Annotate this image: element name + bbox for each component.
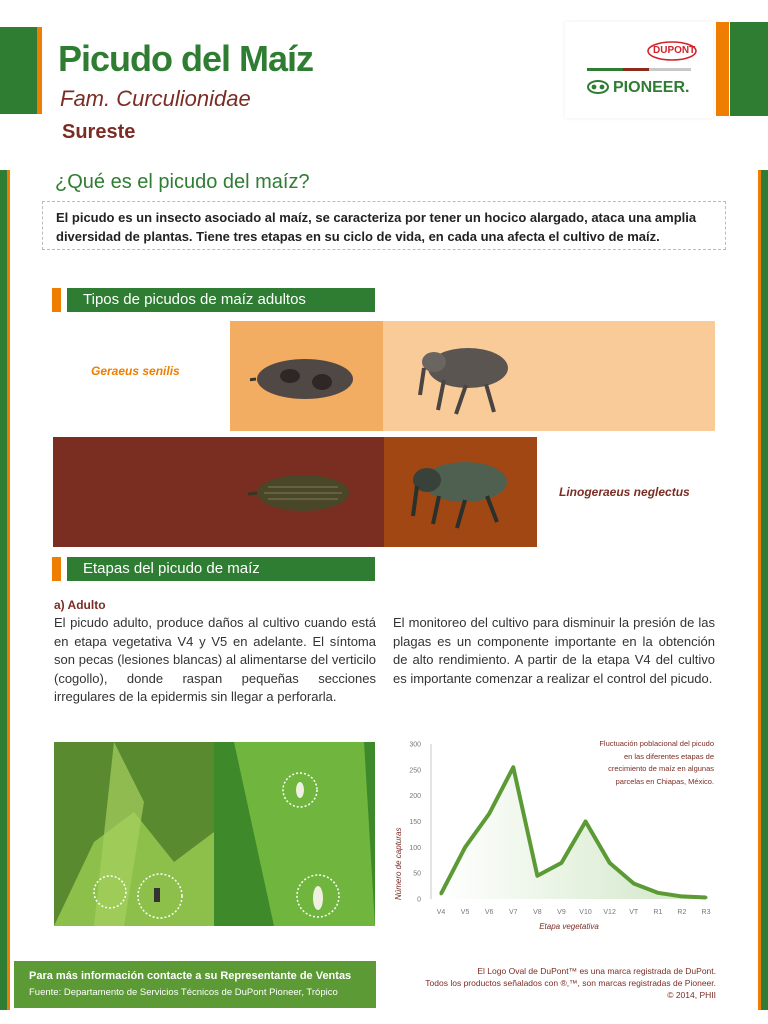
left-top-orange-bar — [37, 27, 42, 114]
page-title: Picudo del Maíz — [58, 38, 314, 79]
right-top-green-bar — [730, 22, 768, 116]
chart-y-tick: 300 — [409, 741, 421, 749]
chart-point-R1 — [656, 891, 659, 894]
chart-x-axis-label: Etapa vegetativa — [539, 922, 599, 931]
chart-point-V10 — [584, 820, 587, 823]
dupont-pioneer-logo — [565, 22, 713, 118]
right-side-rule — [761, 170, 768, 1010]
chart-y-tick: 0 — [417, 896, 421, 904]
chart-point-V12 — [608, 861, 611, 864]
left-top-green-bar — [0, 27, 37, 114]
chart-x-tick: V9 — [557, 909, 566, 916]
chart-x-tick: V6 — [484, 909, 494, 916]
chart-point-V4 — [440, 892, 443, 895]
chart-x-tick: V4 — [436, 909, 446, 916]
logo-graphic — [565, 22, 713, 118]
chart-point-V9 — [560, 861, 563, 864]
chart-point-R2 — [680, 895, 683, 898]
chart-point-V6 — [488, 812, 491, 815]
leaf-damage-photo-2 — [214, 742, 375, 926]
footer-contact-box — [14, 961, 376, 1008]
chart-y-tick: 100 — [409, 844, 421, 852]
species-label-geraeus: Geraeus senilis — [91, 364, 180, 378]
footer-source: Fuente: Departamento de Servicios Técnicos de DuPont Pioneer, Trópico — [29, 987, 338, 998]
chart-x-tick: VT — [629, 909, 639, 916]
types-section-heading: Tipos de picudos de maíz adultos — [67, 288, 375, 312]
region-label: Sureste — [62, 121, 136, 143]
intro-text: El picudo es un insecto asociado al maíz, se caracteriza por tener un hocico alargado, ataca una amplia diversidad de plantas. Tiene tres etapas en su ciclo de vida, en cada una afecta el cultivo de maíz. — [56, 210, 697, 244]
chart-point-V7 — [512, 766, 515, 769]
pioneer-wordmark: PIONEER. — [613, 79, 690, 96]
right-side-rule-orange — [758, 170, 761, 1010]
chart-point-R3 — [705, 896, 708, 899]
stages-section-heading: Etapas del picudo de maíz — [67, 557, 375, 581]
chart-x-tick: R3 — [701, 909, 711, 916]
chart-y-tick: 200 — [409, 793, 421, 801]
chart-x-tick: R1 — [653, 909, 663, 916]
right-top-orange-bar — [716, 22, 729, 116]
footer-contact: Para más información contacte a su Representante de Ventas — [29, 970, 352, 982]
chart-x-tick: R2 — [677, 909, 687, 916]
dupont-wordmark: DUPONT — [653, 45, 696, 56]
legal-line-1: El Logo Oval de DuPont™ es una marca registrada de DuPont. — [477, 966, 716, 976]
chart-y-tick: 250 — [409, 767, 421, 775]
monitoring-paragraph: El monitoreo del cultivo para disminuir la presión de las plagas es un componente importante en la obtención de alto rendimiento. A partir de la etapa V4 del cultivo es importante comenzar a realizar el control del picudo. — [393, 615, 715, 686]
family-name: Fam. Curculionidae — [60, 86, 251, 111]
weevil-lateral-image-1 — [410, 340, 520, 418]
intro-question: ¿Qué es el picudo del maíz? — [55, 171, 310, 193]
species-label-linogeraeus: Linogeraeus neglectus — [559, 485, 690, 499]
left-side-rule-orange — [7, 170, 10, 1010]
section-marker — [52, 288, 61, 312]
intro-box — [42, 201, 726, 250]
chart-point-V8 — [536, 874, 539, 877]
chart-y-axis-label: Número de capturas — [394, 827, 403, 900]
chart-x-tick: V10 — [579, 909, 592, 916]
legal-line-2: Todos los productos señalados con ®,™, son marcas registradas de Pioneer. — [425, 978, 716, 988]
chart-title: Fluctuación poblacional del picudo en las diferentes etapas de crecimiento de maíz en algunas parcelas en Chiapas, México. — [599, 739, 714, 786]
chart-x-tick: V7 — [508, 909, 518, 916]
left-side-rule — [0, 170, 7, 1010]
chart-y-tick: 50 — [413, 870, 421, 878]
chart-y-tick: 150 — [409, 819, 421, 826]
adult-paragraph: El picudo adulto, produce daños al cultivo cuando está en etapa vegetativa V4 y V5 en adelante. El síntoma son pecas (lesiones blancas) al alimentarse del verticilo (cogollo), donde raspan pequeñas secciones irregulares de la epidermis sin llegar a perforarla. — [54, 615, 376, 704]
weevil-lateral-image-2 — [405, 452, 517, 532]
weevil-dorsal-image-2 — [248, 465, 358, 521]
chart-x-tick: V5 — [460, 909, 470, 916]
weevil-dorsal-image-1 — [250, 350, 360, 408]
chart-point-V5 — [464, 846, 467, 849]
chart-x-tick: V12 — [603, 909, 616, 916]
chart-point-VT — [632, 882, 635, 885]
legal-line-3: © 2014, PHII — [667, 990, 716, 1000]
adult-subheading: a) Adulto — [54, 598, 106, 612]
leaf-damage-photo-1 — [54, 742, 214, 926]
chart-x-tick: V8 — [533, 909, 542, 916]
section-marker-2 — [52, 557, 61, 581]
